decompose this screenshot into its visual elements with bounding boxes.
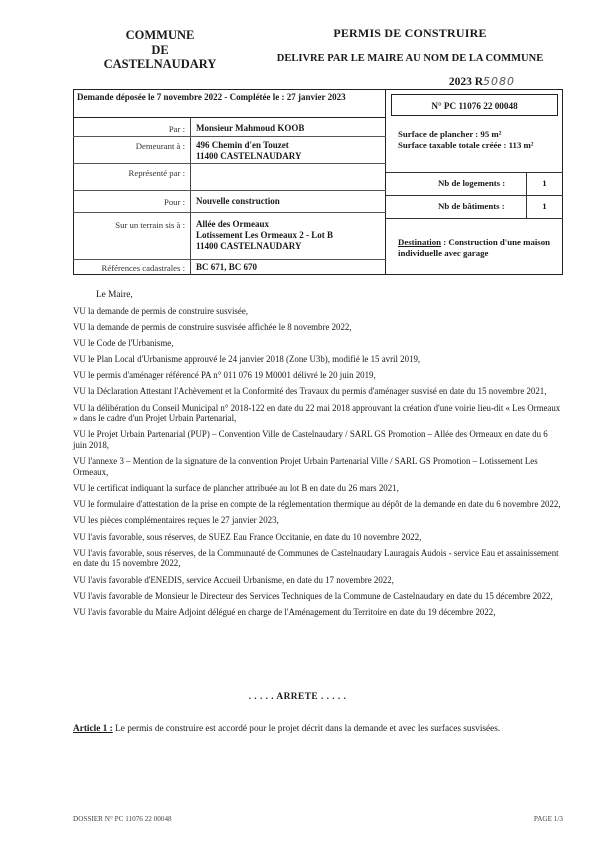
batiments-label: Nb de bâtiments :: [438, 201, 505, 211]
surface-taxable: Surface taxable totale créée : 113 m²: [398, 140, 534, 150]
vu-item: VU le Projet Urbain Partenarial (PUP) – Convention Ville de Castelnaudary / SARL GS Promotion – Allée des Ormeaux en date du 6 juin 2018,: [73, 429, 548, 451]
destination-label: Destination: [398, 237, 442, 247]
article-1: [73, 723, 563, 735]
permit-subtitle: DELIVRE PAR LE MAIRE AU NOM DE LA COMMUNE: [276, 53, 544, 64]
terrain-line-3: 11400 CASTELNAUDARY: [196, 241, 302, 251]
surfaces: [398, 129, 563, 151]
row-separator: [73, 259, 386, 260]
row-separator: [73, 136, 386, 137]
row-separator: [73, 163, 386, 164]
vu-item: VU l'annexe 3 – Mention de la signature de la convention Projet Urbain Partenarial Ville / SARL GS Promotion – Lotissement Les Ormeaux,: [73, 456, 538, 478]
permit-title: PERMIS DE CONSTRUIRE: [333, 26, 487, 40]
vu-item: VU la demande de permis de construire susvisée,: [73, 306, 248, 316]
logements-label: Nb de logements :: [438, 178, 506, 188]
permit-year-ref: [250, 75, 570, 88]
footer-page: PAGE 1/3: [533, 815, 563, 823]
right-row-separator: [386, 218, 563, 219]
pour-value: Nouvelle construction: [196, 196, 280, 206]
batiments-value: 1: [542, 201, 547, 211]
vu-item: VU la délibération du Conseil Municipal n° 2018-122 en date du 22 mai 2018 approuvant la création d'une voirie lieu-dit « Les Ormeaux » dans le cadre d'un Projet Urbain Partenarial,: [73, 402, 561, 424]
vu-item: VU les pièces complémentaires reçues le 27 janvier 2023,: [73, 515, 279, 526]
vu-item: VU l'avis favorable de Monsieur le Directeur des Services Techniques de la Commune de Castelnaudary en date du 15 décembre 2022,: [73, 590, 553, 601]
commune-header: [95, 28, 225, 72]
vu-item: VU l'avis favorable, sous réserves, de la Communauté de Communes de Castelnaudary Lauragais Audois - service Eau et assainissement en date du 15 novembre 2022,: [73, 547, 559, 569]
commune-line-3: CASTELNAUDARY: [103, 57, 217, 71]
par-value: Monsieur Mahmoud KOOB: [196, 123, 305, 133]
vu-item: VU le Plan Local d'Urbanisme approuvé le 24 janvier 2018 (Zone U3b), modifié le 15 avril 2019,: [73, 354, 421, 365]
vu-item: VU la demande de permis de construire susvisée affichée le 8 novembre 2022,: [73, 322, 352, 333]
handwritten-number: 5080: [483, 75, 515, 88]
vu-item: VU l'avis favorable d'ENEDIS, service Accueil Urbanisme, en date du 17 novembre 2022,: [73, 574, 394, 585]
arrete-heading: . . . . . ARRETE . . . . .: [248, 692, 347, 702]
permit-header: [250, 26, 570, 88]
label-column-separator: [190, 118, 191, 275]
cadastrales-label: Références cadastrales :: [101, 263, 185, 273]
pc-number: N° PC 11076 22 00048: [391, 94, 558, 116]
pour-label: Pour :: [164, 197, 185, 207]
commune-line-2: DE: [151, 42, 169, 57]
vu-item: VU l'avis favorable, sous réserves, de SUEZ Eau France Occitanie, en date du 10 novembre 2022,: [73, 531, 422, 542]
surface-plancher: Surface de plancher : 95 m²: [398, 129, 502, 139]
vu-item: VU la Déclaration Attestant l'Achèvement et la Conformité des Travaux du permis d'aménager susvisé en date du 15 novembre 2021,: [73, 386, 547, 397]
vu-item: VU le permis d'aménager référencé PA n° 011 076 19 M0001 délivré le 20 juin 2019,: [73, 370, 376, 381]
article-1-title: Article 1 :: [73, 724, 113, 734]
right-row-separator: [386, 172, 563, 173]
depot-separator: [73, 117, 386, 118]
vu-list: [73, 306, 563, 623]
terrain-line-2: Lotissement Les Ormeaux 2 - Lot B: [196, 230, 333, 240]
right-row-separator: [386, 195, 563, 196]
logements-value: 1: [542, 178, 547, 188]
demeurant-line-2: 11400 CASTELNAUDARY: [196, 151, 302, 161]
destination-value: : Construction d'une maison individuelle avec garage: [398, 237, 551, 258]
commune-line-1: COMMUNE: [125, 28, 195, 42]
terrain-value: [196, 219, 386, 252]
terrain-line-1: Allée des Ormeaux: [196, 219, 269, 229]
terrain-label: Sur un terrain sis à :: [115, 220, 185, 230]
demeurant-label: Demeurant à :: [135, 141, 185, 151]
row-separator: [73, 190, 386, 191]
demeurant-value: [196, 140, 386, 162]
row-separator: [73, 212, 386, 213]
demande-date: Demande déposée le 7 novembre 2022 - Complétée le : 27 janvier 2023: [77, 92, 346, 102]
demeurant-line-1: 496 Chemin d'en Touzet: [196, 140, 289, 150]
par-label: Par :: [168, 124, 185, 134]
vu-item: VU le Code de l'Urbanisme,: [73, 338, 174, 349]
vu-item: VU le formulaire d'attestation de la prise en compte de la réglementation thermique au dépôt de la demande en date du 6 novembre 2022,: [73, 499, 561, 510]
footer-dossier: DOSSIER N° PC 11076 22 00048: [73, 815, 172, 823]
cadastrales-value: BC 671, BC 670: [196, 262, 258, 272]
year-ref: 2023 R: [448, 76, 483, 88]
vu-item: VU l'avis favorable du Maire Adjoint délégué en charge de l'Aménagement du Territoire en date du 19 décembre 2022,: [73, 606, 496, 617]
represente-label: Représenté par :: [128, 168, 185, 178]
le-maire: Le Maire,: [96, 290, 133, 300]
article-1-text: Le permis de construire est accordé pour le projet décrit dans la demande et avec les surfaces susvisées.: [112, 724, 501, 734]
vu-item: VU le certificat indiquant la surface de plancher attribuée au lot B en date du 26 mars 2021,: [73, 483, 399, 494]
destination: [398, 237, 558, 259]
